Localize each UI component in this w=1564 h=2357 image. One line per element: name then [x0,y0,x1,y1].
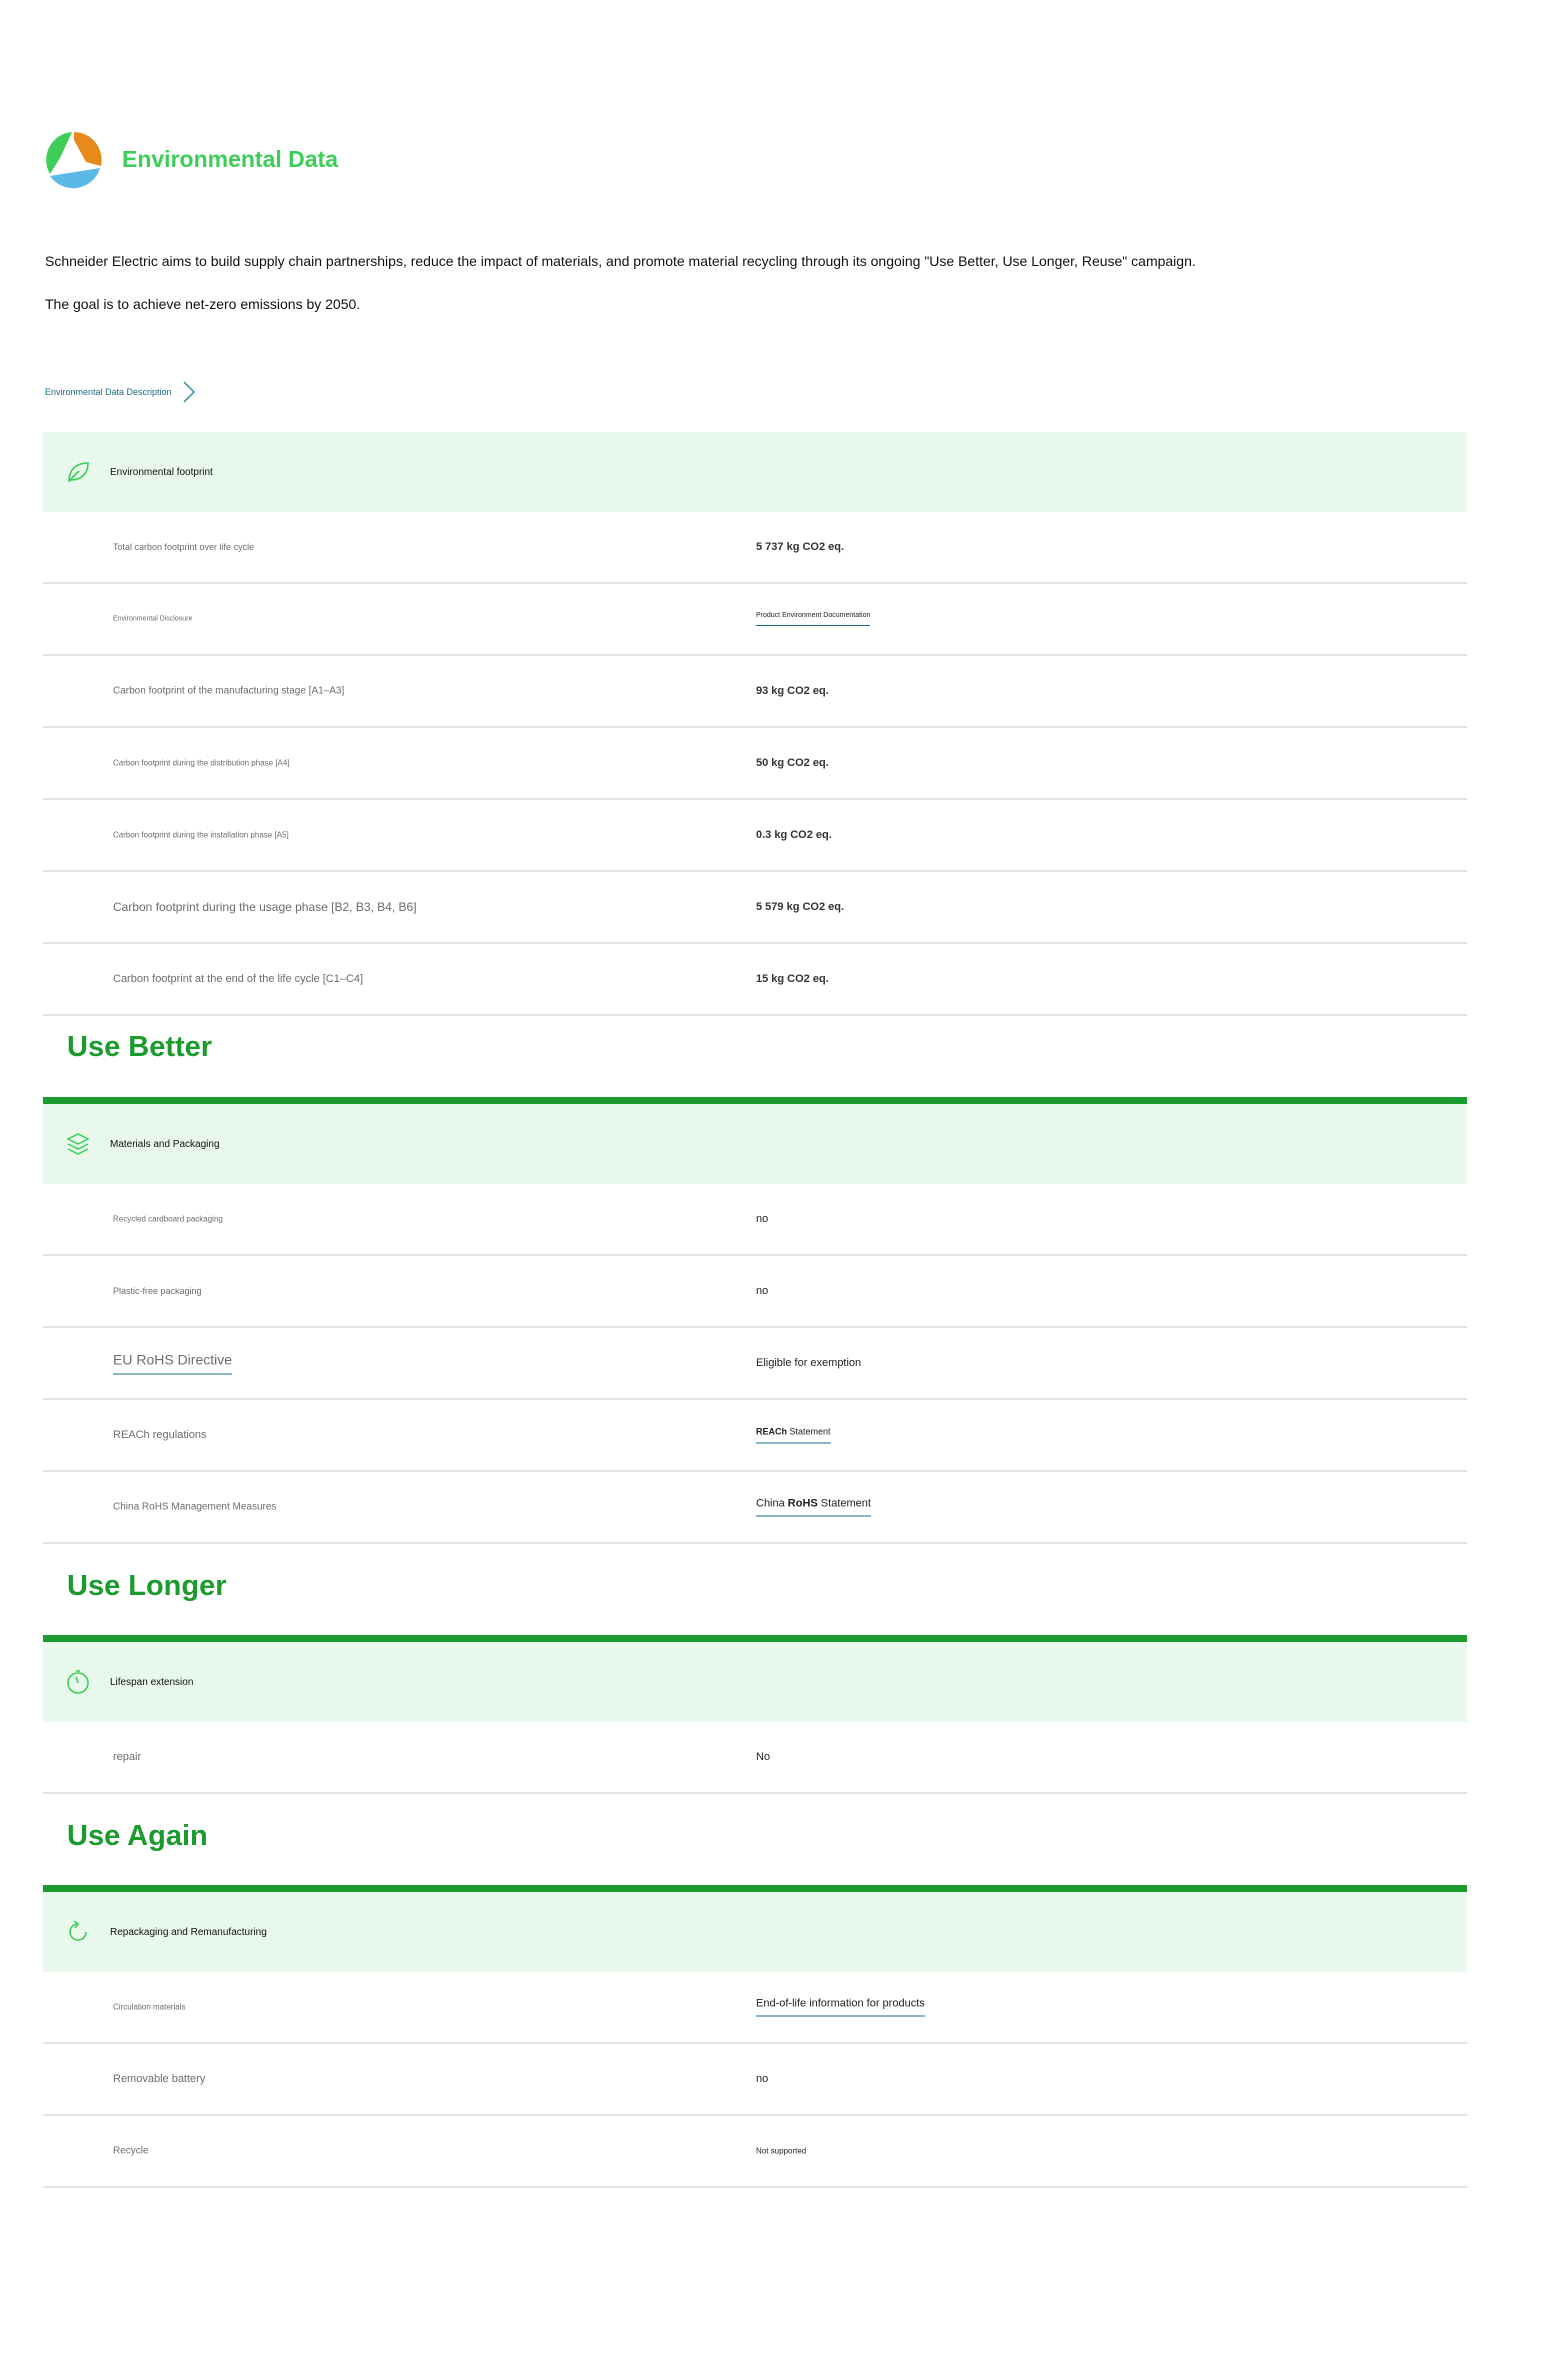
lifespan-table [43,1635,1467,1794]
row-value: Eligible for exemption [756,1357,862,1369]
table-row [43,800,1467,872]
section-heading-use-again: Use Again [67,1820,208,1852]
table-row [43,1328,1467,1400]
row-label: Carbon footprint at the end of the life cycle [C1–C4] [113,973,364,985]
china-rohs-rest: Statement [817,1497,871,1510]
reach-statement-bold: REACh [756,1426,787,1437]
table-row [43,944,1467,1016]
row-label: Removable battery [113,2073,206,2085]
china-rohs-statement-link[interactable] [756,1498,871,1517]
end-of-life-information-link[interactable]: End-of-life information for products [756,1998,925,2017]
row-label: Environmental Disclosure [113,615,193,623]
section-heading-use-better: Use Better [67,1031,213,1063]
row-label: repair [113,1751,142,1763]
row-label: Circulation materials [113,2002,186,2012]
product-environment-documentation-link[interactable]: Product Environment Documentation [756,612,870,626]
timer-icon [65,1669,91,1695]
row-value: 5 579 kg CO2 eq. [756,901,845,913]
description-link[interactable] [45,380,196,404]
row-value: Not supported [756,2146,807,2156]
china-rohs-pre: China [756,1497,788,1510]
footprint-band-label: Environmental footprint [110,466,213,478]
reach-statement-link[interactable] [756,1427,831,1444]
china-rohs-bold: RoHS [787,1497,818,1510]
materials-band [43,1104,1467,1184]
row-value: 0.3 kg CO2 eq. [756,829,832,841]
row-label: Carbon footprint during the installation phase [A5] [113,830,289,840]
row-label: China RoHS Management Measures [113,1501,277,1513]
table-row [43,1722,1467,1794]
table-row [43,2044,1467,2116]
row-label: Recycle [113,2145,149,2157]
table-row [43,1972,1467,2044]
row-value: 5 737 kg CO2 eq. [756,541,845,553]
table-row [43,1472,1467,1544]
table-row [43,656,1467,728]
row-label: Carbon footprint during the usage phase [B2, B3, B4, B6] [113,900,417,914]
table-row [43,584,1467,656]
chevron-right-icon [182,380,196,404]
row-label: Recycled cardboard packaging [113,1214,223,1224]
eu-rohs-directive-link[interactable]: EU RoHS Directive [113,1352,232,1375]
table-row [43,1400,1467,1472]
page-title: Environmental Data [122,146,338,172]
row-label: Total carbon footprint over life cycle [113,542,255,552]
row-label: Carbon footprint during the distribution phase [A4] [113,758,290,768]
lifespan-band-label: Lifespan extension [110,1676,194,1688]
table-row [43,2116,1467,2188]
table-row [43,1256,1467,1328]
environment-logo-icon [42,128,106,192]
row-value: No [756,1751,771,1763]
repackaging-table [43,1885,1467,2188]
row-label: Carbon footprint of the manufacturing stage [A1–A3] [113,685,345,697]
section-rule [43,1097,1467,1104]
leaf-icon [65,459,91,485]
row-value: no [756,1213,769,1225]
layers-icon [65,1131,91,1157]
row-value: 50 kg CO2 eq. [756,757,829,769]
section-heading-use-longer: Use Longer [67,1570,227,1602]
description-link-label: Environmental Data Description [45,387,172,397]
goal-text: The goal is to achieve net-zero emissions by 2050. [45,296,361,312]
row-value: no [756,1285,769,1297]
lifespan-band [43,1642,1467,1722]
section-rule [43,1885,1467,1892]
table-row [43,728,1467,800]
intro-text: Schneider Electric aims to build supply chain partnerships, reduce the impact of materials, and promote material recycling through its ongoing "Use Better, Use Longer, Reuse" campaign. [45,253,1196,269]
row-value: 15 kg CO2 eq. [756,973,829,985]
footprint-table [43,432,1467,1016]
table-row [43,512,1467,584]
row-value: 93 kg CO2 eq. [756,685,829,697]
table-row [43,872,1467,944]
row-label: Plastic-free packaging [113,1286,202,1296]
reach-statement-rest: Statement [787,1426,831,1437]
repackaging-band-label: Repackaging and Remanufacturing [110,1926,267,1938]
row-label: REACh regulations [113,1429,207,1441]
table-row [43,1184,1467,1256]
row-value: no [756,2073,769,2085]
footprint-band [43,432,1467,512]
refresh-icon [65,1919,91,1945]
materials-band-label: Materials and Packaging [110,1138,220,1150]
section-rule [43,1635,1467,1642]
repackaging-band [43,1892,1467,1972]
materials-table [43,1097,1467,1544]
